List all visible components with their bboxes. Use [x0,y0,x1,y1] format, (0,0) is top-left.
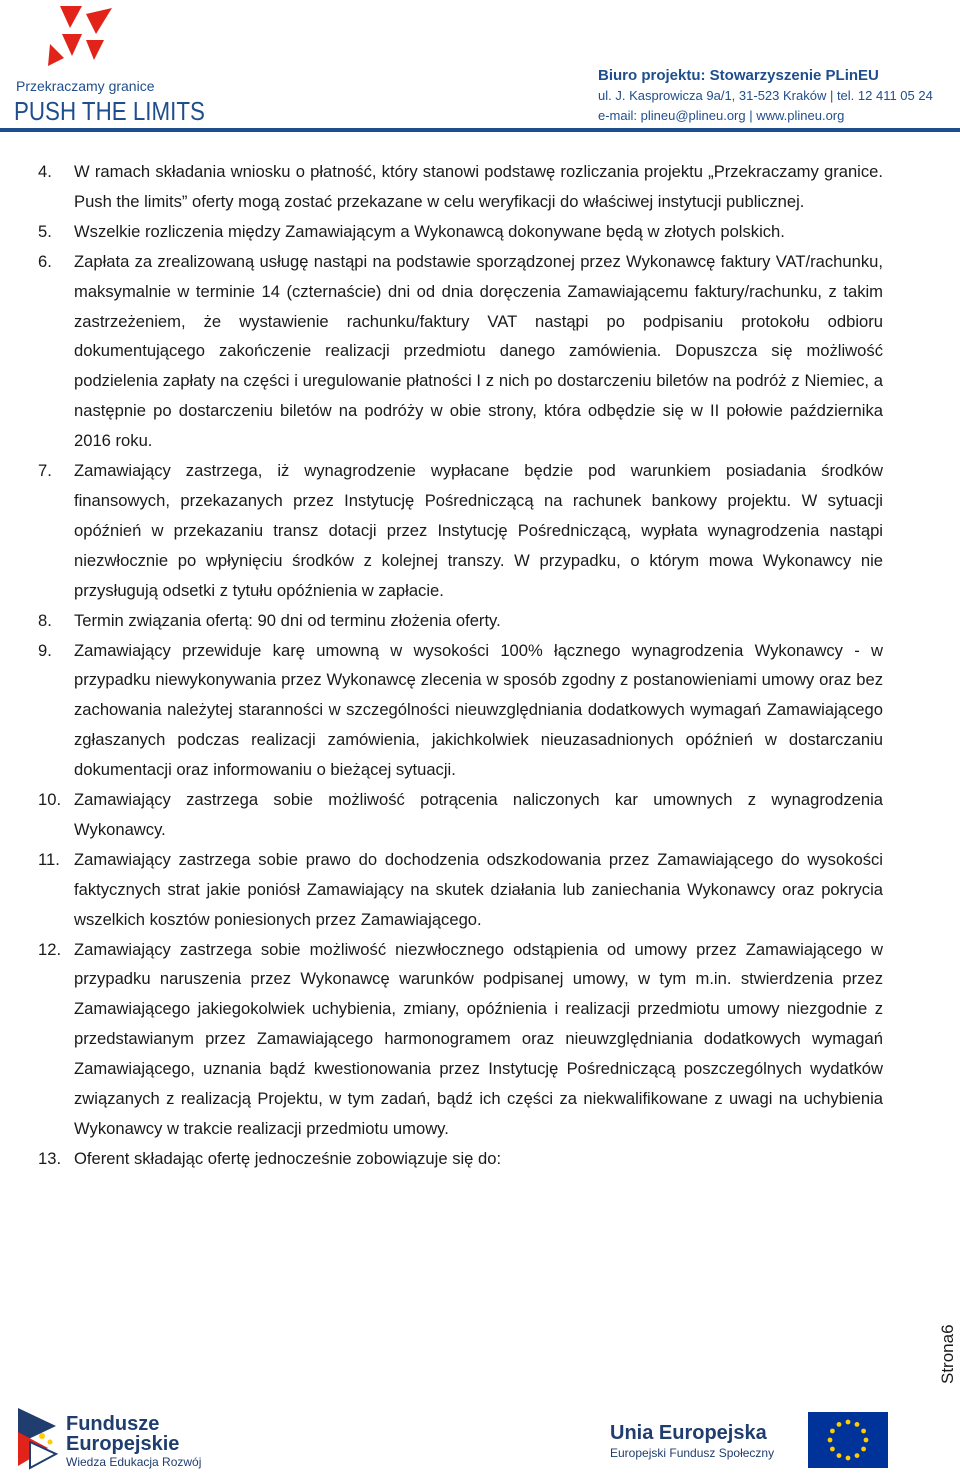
fundusze-europejskie-logo-icon [12,1404,62,1470]
list-item-text: Zamawiający zastrzega sobie możliwość niezwłocznego odstąpienia od umowy przez Zamawiającego w przypadku naruszenia przez Wykonawcę warunków podpisanej umowy, w tym m.in. stwierdzenia przez Zamawiającego jakiegokolwiek uchybienia, zmiany, opóźnienia i realizacji przedmiotu umowy niezgodnie z przedstawianym przez Zamawiającego harmonogramem oraz nieuwzględniania dodatkowych wymagań Zamawiającego, uznania bądź kwestionowania przez Instytucję Pośredniczącą poszczególnych wydatków związanych z realizacją Projektu, w tym zadań, bądź ich części za niekwalifikowane z uwagi na uchybienia Wykonawcy w trakcie realizacji przedmiotu umowy. [74,939,883,1138]
project-office-info [598,66,933,126]
push-the-limits-logo [4,4,205,128]
eu-star-icon [855,1422,860,1427]
eu-flag-icon [808,1412,888,1468]
list-item-number: 12. [38,939,62,959]
list-item-number: 6. [38,251,52,271]
document-body [38,157,883,1174]
list-item [38,606,883,636]
list-item-text: Oferent składając ofertę jednocześnie zobowiązuje się do: [74,1148,502,1168]
list-item [38,636,883,786]
list-item-text: Zamawiający przewiduje karę umowną w wysokości 100% łącznego wynagrodzenia Wykonawcy - w przypadku niewykonywania przez Wykonawcę zlecenia w sposób zgodny z postanowieniami umowy oraz bez zachowania należytej staranności w szczególności nieuwzględniania dodatkowych wymagań Zamawiającego zgłaszanych podczas realizacji zamówienia, jakichkolwiek nieuzasadnionych opóźnień w dostarczaniu dokumentacji oraz informowaniu o bieżącej sytuacji. [74,640,883,780]
list-item-text: Zamawiający zastrzega sobie możliwość potrącenia naliczonych kar umownych z wynagrodzenia Wykonawcy. [74,790,883,839]
office-address: ul. J. Kasprowicza 9a/1, 31-523 Kraków | tel. 12 411 05 24 [598,88,933,103]
list-item-number: 10. [38,790,62,810]
list-item-number: 5. [38,221,52,241]
list-item [38,456,883,606]
eu-star-icon [846,1456,851,1461]
list-item [38,1144,883,1174]
header-divider [0,128,960,132]
eu-star-icon [861,1447,866,1452]
fe-line-1: Fundusze [66,1413,160,1435]
list-item-text: Zamawiający zastrzega, iż wynagrodzenie wypłacane będzie pod warunkiem posiadania środków finansowych, przekazanych przez Instytucję Pośredniczącą na rachunek bankowy projektu. W sytuacji opóźnień w przekazaniu transz dotacji przez Instytucję Pośredniczącą, wypłata wynagrodzenia nastąpi niezwłocznie po wpłynięciu środków z kolejnej transzy. W przypadku, o którym mowa Wykonawcy nie przysługują odsetki z tytułu opóźnienia w zapłacie. [74,461,883,600]
eu-star-icon [837,1422,842,1427]
list-item [38,785,883,845]
office-contact: e-mail: plineu@plineu.org | www.plineu.org [598,108,845,123]
list-item-text: Wszelkie rozliczenia między Zamawiającym a Wykonawcą dokonywane będą w złotych polskich. [74,221,785,241]
eu-star-icon [830,1447,835,1452]
eu-star-icon [837,1453,842,1458]
eu-star-icon [830,1429,835,1434]
list-item-number: 4. [38,162,52,181]
eu-star-icon [861,1429,866,1434]
page-footer [0,1400,960,1481]
list-item-number: 8. [38,610,52,630]
page-number-label [938,1322,960,1402]
unia-europejska-text [610,1422,774,1462]
logo-title: PUSH THE LIMITS [14,96,205,126]
list-item-number: 11. [38,849,60,869]
logo-triangles-icon [42,4,118,74]
list-item [38,845,883,935]
list-item-text: Zamawiający zastrzega sobie prawo do dochodzenia odszkodowania przez Zamawiającego do wysokości faktycznych strat jakie poniósł Zamawiający na skutek działania lub zaniechania Wykonawcy oraz pokrycia wszelkich kosztów poniesionych przez Zamawiającego. [74,849,883,929]
fundusze-europejskie-text [66,1414,201,1470]
list-item [38,247,883,456]
office-title: Biuro projektu: Stowarzyszenie PLinEU [598,67,879,84]
list-item [38,157,883,217]
ue-line-1: Unia Europejska [610,1422,767,1444]
list-item-text: Zapłata za zrealizowaną usługę nastąpi na podstawie sporządzonej przez Wykonawcę faktury VAT/rachunku, maksymalnie w terminie 14 (czternaście) dni od dnia doręczenia Zamawiającemu faktury/rachunku, z takim zastrzeżeniem, że wystawienie rachunku/faktury VAT nastąpi po podpisaniu protokołu odbioru dokumentującego zakończenie realizacji przedmiotu danego zamówienia. Dopuszcza się możliwość podzielenia zapłaty na części i uregulowanie płatności I z nich po dostarczeniu biletów na podróż z Niemiec, a następnie po dostarczeniu biletów na podróży w obie strony, która odbędzie się w II połowie października 2016 roku. [74,251,883,451]
eu-star-icon [828,1438,833,1443]
page-number-text: Strona6 [938,1324,957,1384]
page-header [0,0,960,140]
list-item [38,217,883,247]
list-item-text: W ramach składania wniosku o płatność, który stanowi podstawę rozliczania projektu „Przekraczamy granice. Push the limits” oferty mogą zostać przekazane w celu weryfikacji do właściwej instytucji publicznej. [74,162,883,211]
list-item-number: 9. [38,640,52,660]
ue-line-2: Europejski Fundusz Społeczny [610,1446,775,1460]
fe-line-3: Wiedza Edukacja Rozwój [66,1455,202,1469]
eu-star-icon [846,1420,851,1425]
list-item [38,935,883,1144]
fe-line-2: Europejskie [66,1433,180,1455]
list-item-number: 13. [38,1148,62,1168]
list-item-text: Termin związania ofertą: 90 dni od terminu złożenia oferty. [74,610,501,630]
logo-tagline: Przekraczamy granice [16,78,155,94]
eu-star-icon [864,1438,869,1443]
eu-star-icon [855,1453,860,1458]
list-item-number: 7. [38,461,52,481]
